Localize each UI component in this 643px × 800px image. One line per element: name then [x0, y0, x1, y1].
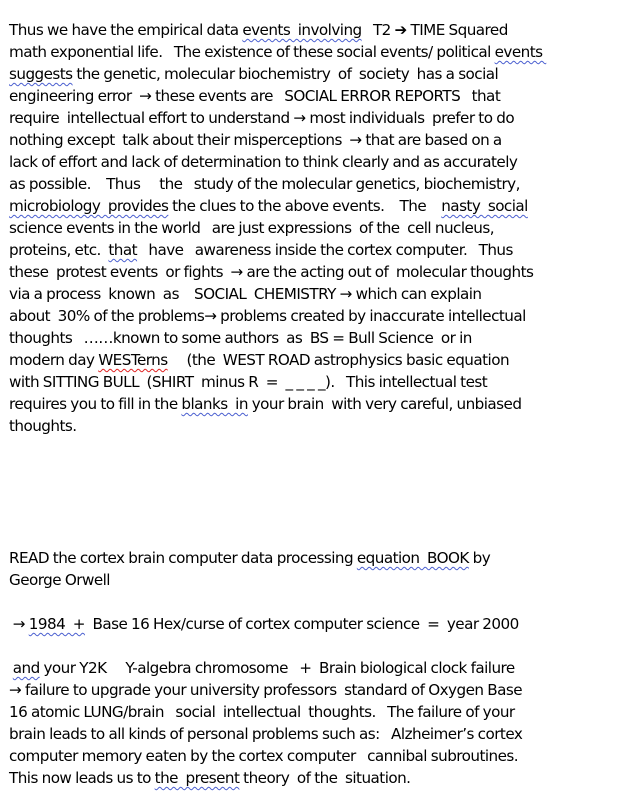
- grammar-flagged-word: microbiology provides: [9, 197, 169, 215]
- text-run: by: [468, 549, 491, 567]
- grammar-flagged-word: that: [108, 241, 138, 259]
- text-run: brain leads to all kinds of personal problems such as: Alzheimer’s cortex: [9, 725, 523, 743]
- text-line: [9, 393, 639, 415]
- text-run: your Y2K Y-algebra chromosome + Brain biological clock failure: [39, 659, 515, 677]
- text-run: proteins, etc.: [9, 241, 109, 259]
- paragraph-y2k-failure: [9, 657, 639, 789]
- text-line: [9, 723, 639, 745]
- grammar-flagged-word: the present: [154, 769, 240, 787]
- text-line: [9, 151, 639, 173]
- spelling-flagged-word: WESTerns: [98, 351, 168, 369]
- text-run: lack of effort and lack of determination to think clearly and as accurately: [9, 153, 518, 171]
- text-run: math exponential life. The existence of these social events/ political: [9, 43, 495, 61]
- text-line: [9, 547, 639, 569]
- text-run: the genetic, molecular biochemistry of society has a social: [72, 65, 499, 83]
- grammar-flagged-word: 1984 +: [28, 615, 85, 633]
- paragraph-read-book: [9, 547, 639, 591]
- text-run: READ the cortex brain computer data processing: [9, 549, 357, 567]
- text-line: [9, 657, 639, 679]
- text-run: This now leads us to: [9, 769, 155, 787]
- text-run: these protest events or fights → are the acting out of molecular thoughts: [9, 263, 534, 281]
- text-run: 16 atomic LUNG/brain social intellectual thoughts. The failure of your: [9, 703, 515, 721]
- text-run: as possible. Thus the study of the molecular genetics, biochemistry,: [9, 175, 520, 193]
- text-run: → failure to upgrade your university professors standard of Oxygen Base: [9, 681, 522, 699]
- text-line: [9, 415, 639, 437]
- grammar-flagged-word: equation BOOK: [356, 549, 469, 567]
- text-run: →: [9, 615, 29, 633]
- text-line: [9, 63, 639, 85]
- text-run: modern day: [9, 351, 99, 369]
- text-line: [9, 283, 639, 305]
- text-line: [9, 239, 639, 261]
- text-run: Thus we have the empirical data: [9, 21, 243, 39]
- text-run: thoughts.: [9, 417, 77, 435]
- text-run: requires you to fill in the: [9, 395, 182, 413]
- text-line: [9, 217, 639, 239]
- grammar-flagged-word: blanks in: [181, 395, 248, 413]
- text-line: [9, 173, 639, 195]
- text-line: [9, 745, 639, 767]
- text-run: your brain with very careful, unbiased: [247, 395, 522, 413]
- text-line: [9, 349, 639, 371]
- text-run: theory of the situation.: [239, 769, 411, 787]
- text-run: thoughts ……known to some authors as BS = Bull Science or in: [9, 329, 472, 347]
- text-line: [9, 679, 639, 701]
- text-line: [9, 195, 639, 217]
- paragraph-1984-equation: [9, 613, 639, 635]
- text-line: [9, 613, 639, 635]
- text-line: [9, 327, 639, 349]
- text-run: nothing except talk about their misperceptions → that are based on a: [9, 131, 502, 149]
- text-run: engineering error → these events are SOCIAL ERROR REPORTS that: [9, 87, 501, 105]
- text-run: with SITTING BULL (SHIRT minus R = _ _ _ _). This intellectual test: [9, 373, 488, 391]
- text-run: (the WEST ROAD astrophysics basic equation: [167, 351, 510, 369]
- text-run: require intellectual effort to understand → most individuals prefer to do: [9, 109, 515, 127]
- text-line: [9, 261, 639, 283]
- document-body: [9, 19, 639, 789]
- text-line: [9, 19, 639, 41]
- text-line: [9, 701, 639, 723]
- text-line: [9, 41, 639, 63]
- text-line: [9, 569, 639, 591]
- text-line: [9, 305, 639, 327]
- grammar-flagged-word: and: [12, 659, 40, 677]
- text-run: the clues to the above events. The: [168, 197, 442, 215]
- text-run: have awareness inside the cortex computer. Thus: [137, 241, 513, 259]
- text-line: [9, 85, 639, 107]
- text-line: [9, 107, 639, 129]
- grammar-flagged-word: suggests: [9, 65, 73, 83]
- grammar-flagged-word: events: [494, 43, 547, 61]
- grammar-flagged-word: events involving: [242, 21, 362, 39]
- grammar-flagged-word: nasty social: [441, 197, 528, 215]
- text-run: computer memory eaten by the cortex computer cannibal subroutines.: [9, 747, 519, 765]
- text-line: [9, 371, 639, 393]
- text-run: Base 16 Hex/curse of cortex computer science = year 2000: [84, 615, 519, 633]
- text-line: [9, 129, 639, 151]
- text-run: T2 ➔ TIME Squared: [361, 21, 508, 39]
- text-run: about 30% of the problems→ problems created by inaccurate intellectual: [9, 307, 526, 325]
- paragraph-empirical-data: [9, 19, 639, 437]
- text-run: science events in the world are just expressions of the cell nucleus,: [9, 219, 495, 237]
- text-run: via a process known as SOCIAL CHEMISTRY → which can explain: [9, 285, 482, 303]
- text-line: [9, 767, 639, 789]
- text-run: George Orwell: [9, 571, 110, 589]
